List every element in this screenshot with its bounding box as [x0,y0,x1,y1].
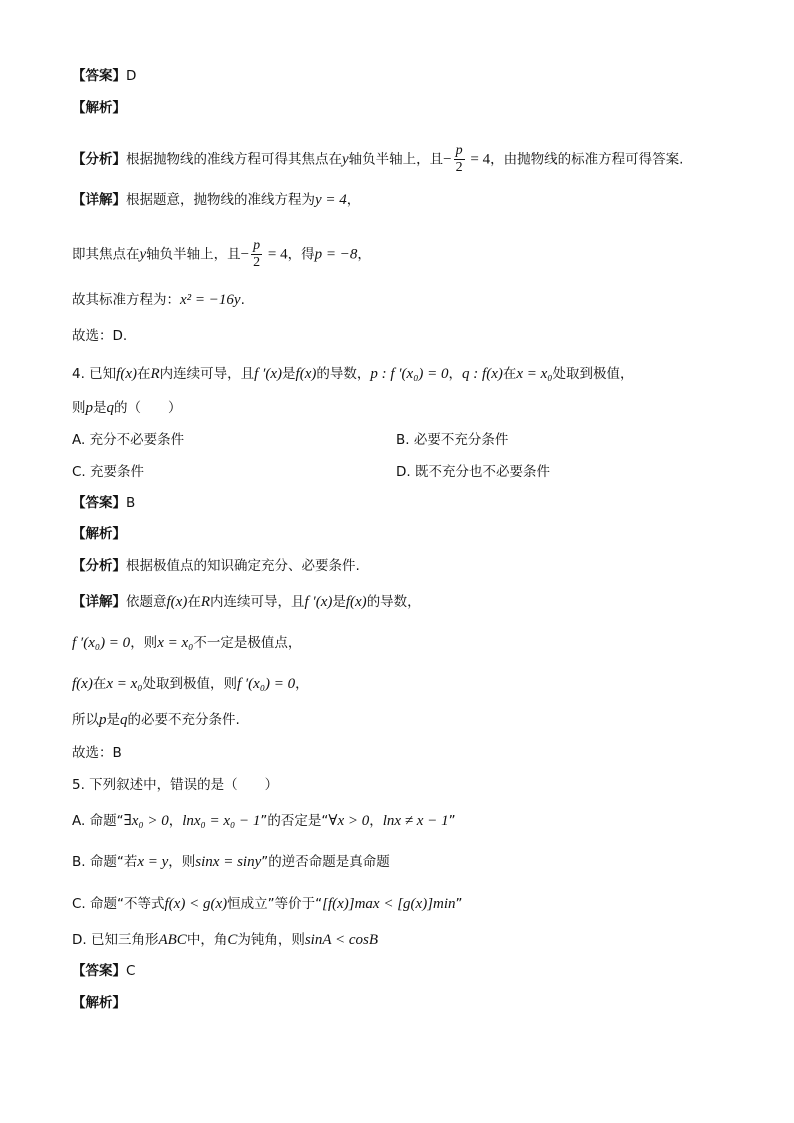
q5-option-d: D. 已知三角形ABC中，角C为钝角，则sinA < cosB [72,932,379,948]
q5-option-c: C. 命题“不等式f(x) < g(x)恒成立”等价于“[f(x)]max < [g(x)]min” [72,896,463,912]
q5-answer-line: 【答案】C [72,963,136,979]
q4-choose: 故选：B [72,745,122,761]
q3-fenxi-line: 【分析】根据抛物线的准线方程可得其焦点在y轴负半轴上，且− $\frac{p}{2}$ = 4，由抛物线的标准方程可得答案. [72,143,684,175]
q4-detail-line1: 【详解】依题意f(x)在R内连续可导，且f ′(x)是f(x)的导数， [72,594,421,610]
answer-label: 【答案】 [72,68,126,84]
q3-answer-line [72,66,136,86]
q5-option-a: A. 命题“∃x₀ > 0，lnx₀ = x₀ − 1”的否定是“∀x > 0，lnx ≠ x − 1” [72,813,456,829]
q3-choose: 故选：D. [72,328,128,344]
q3-detail-line3: 故其标准方程为：x² = −16y. [72,292,245,308]
q4-detail-line2: f ′(x₀) = 0，则x = x₀不一定是极值点， [72,635,302,651]
answer-value: D [126,68,137,84]
fraction-p-over-2: $\frac{p}{2}$ [455,143,463,175]
fraction-p-over-2: $\frac{p}{2}$ [253,238,261,270]
q4-option-d: D. 既不充分也不必要条件 [396,464,550,480]
q4-answer-line: 【答案】B [72,495,136,511]
q4-fenxi-line: 【分析】根据极值点的知识确定充分、必要条件. [72,558,360,574]
q5-option-b: B. 命题“若x = y，则sinx = siny”的逆否命题是真命题 [72,854,390,870]
q4-option-b: B. 必要不充分条件 [396,432,509,448]
q4-analysis-label: 【解析】 [72,526,126,542]
q5-stem: 5. 下列叙述中，错误的是（ ） [72,777,279,793]
q5-analysis-label: 【解析】 [72,995,126,1011]
q4-option-a: A. 充分不必要条件 [72,432,185,448]
q3-detail-line2: 即其焦点在y轴负半轴上，且− $\frac{p}{2}$ = 4，得p = −8， [72,238,371,270]
q4-stem-line2: 则p是q的（ ） [72,400,182,416]
q4-detail-line4: 所以p是q的必要不充分条件. [72,712,240,728]
q3-detail-line1: 【详解】根据题意，抛物线的准线方程为y = 4， [72,192,361,208]
q4-stem-line1: 4. 已知f(x)在R内连续可导，且f ′(x)是f(x)的导数，p : f ′(x₀) = 0，q : f(x)在x = x₀处取到极值， [72,366,634,382]
q4-option-c: C. 充要条件 [72,464,145,480]
q3-analysis-label: 【解析】 [72,100,126,116]
q4-detail-line3: f(x)在x = x₀处取到极值，则f ′(x₀) = 0， [72,676,309,692]
